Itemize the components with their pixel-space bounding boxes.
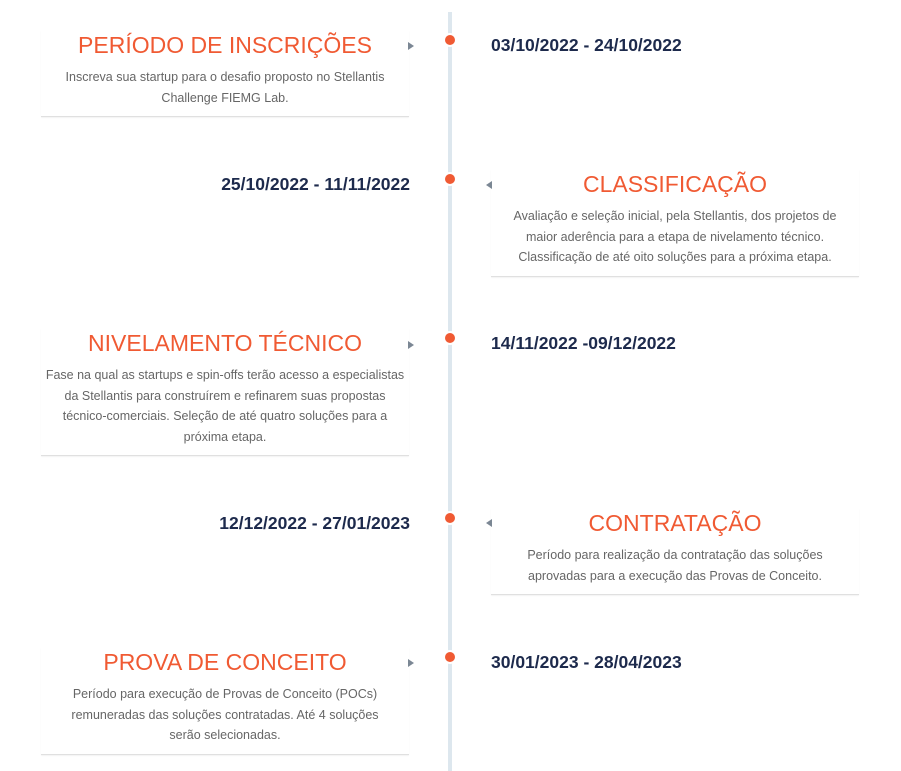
timeline-card-inscricoes [41, 30, 409, 117]
card-description: Inscreva sua startup para o desafio proposto no Stellantis Challenge FIEMG Lab. [65, 70, 385, 105]
timeline-date: 25/10/2022 - 11/11/2022 [221, 174, 410, 194]
timeline-date: 03/10/2022 - 24/10/2022 [491, 35, 682, 55]
caret-right-icon [408, 341, 414, 349]
card-description: Período para realização da contratação das soluções aprovadas para a execução das Provas de Conceito. [527, 548, 823, 583]
timeline-card-nivelamento [41, 328, 409, 456]
card-description: Período para execução de Provas de Conceito (POCs) remuneradas das soluções contratadas. Até 4 soluções serão selecionadas. [71, 687, 379, 742]
card-title: PROVA DE CONCEITO [103, 649, 347, 675]
timeline-date: 14/11/2022 -09/12/2022 [491, 333, 676, 353]
caret-right-icon [408, 659, 414, 667]
timeline-dot [445, 513, 455, 523]
caret-right-icon [408, 42, 414, 50]
card-title: PERÍODO DE INSCRIÇÕES [78, 32, 372, 58]
card-title: CONTRATAÇÃO [588, 510, 762, 536]
timeline-dot [445, 652, 455, 662]
timeline-card-contratacao [491, 508, 859, 595]
timeline-date: 12/12/2022 - 27/01/2023 [219, 513, 410, 533]
card-title: CLASSIFICAÇÃO [582, 171, 768, 197]
timeline-date: 30/01/2023 - 28/04/2023 [491, 652, 682, 672]
timeline-dot [445, 174, 455, 184]
card-description: Avaliação e seleção inicial, pela Stellantis, dos projetos de maior aderência para a etapa de nivelamento técnico. Classificação de até oito soluções para a próxima etapa. [513, 209, 837, 264]
timeline-dot [445, 333, 455, 343]
timeline-card-prova-conceito [41, 647, 409, 755]
timeline-dot [445, 35, 455, 45]
timeline-card-classificacao [491, 169, 859, 277]
card-title: NIVELAMENTO TÉCNICO [88, 330, 362, 356]
card-description: Fase na qual as startups e spin-offs terão acesso a especialistas da Stellantis para construírem e refinarem suas propostas técnico-comerciais. Seleção de até quatro soluções para a próxima etapa. [45, 368, 405, 444]
